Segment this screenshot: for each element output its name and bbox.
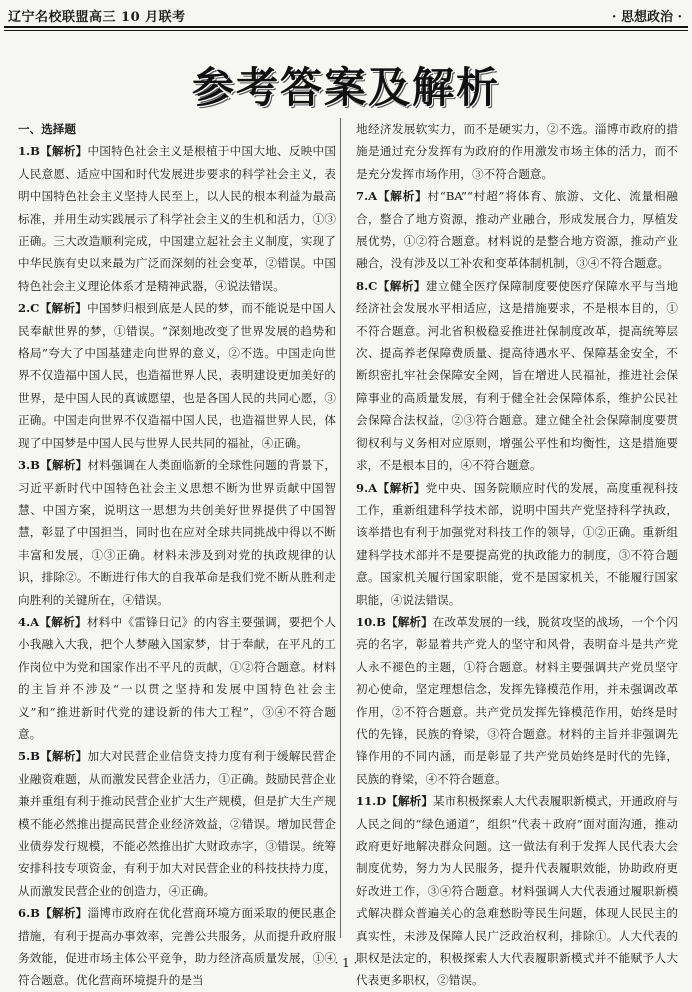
- analysis-text: 材料中《雷锋日记》的内容主要强调，要把个人小我融入大我，把个人梦融入国家梦，甘于奉献，在平凡的工作岗位中为党和国家作出不平凡的贡献，①②符合题意。材料的主旨并不涉及“一以贯之坚持和发展中国特色社会主义”和“推进新时代党的建设新的伟大工程”，③④不符合题意。: [18, 614, 336, 741]
- column-divider: [340, 118, 341, 938]
- answer-item: [356, 611, 678, 790]
- answer-number: 4.A: [18, 614, 40, 629]
- exam-name: 辽宁名校联盟高三 10 月联考: [8, 10, 186, 25]
- analysis-text: 某市积极探索人大代表履职新模式，开通政府与人民之间的“绿色通道”，组织“代表＋政府”面对面沟通，推动政府更好地解决群众问题。这一做法有利于发挥人民代表大会制度优势，努力为人民服务，提升代表履职效能，协助政府更好改进工作，③④符合题意。材料强调人大代表通过履职新模式解决群众普遍关心的急难愁盼等民生问题，体现人民民主的真实性，未涉及保障人民广泛政治权利，排除①。人大代表的职权是法定的，积极探索人大代表履职新模式并不能赋予人大代表更多职权，②错误。: [356, 794, 678, 988]
- answer-item: [18, 297, 336, 454]
- header-rule-thin: [4, 30, 688, 31]
- analysis-text: 建立健全医疗保障制度要使医疗保障水平与当地经济社会发展水平相适应，这是措施要求，不是根本目的，①不符合题意。河北省积极稳妥推进社保制度改革，提高统筹层次、提高养老保障费质量、提高待遇水平、保障基金安全，不断织密扎牢社会保障安全网，旨在增进人民福祉，推进社会保障事业的高质量发展，有利于健全社会保障体系，维护公民社会保障合法权益，②③符合题意。建立健全社会保障制度要贯彻权利与义务相对应原则，增强公平性和均衡性，这是措施要求，不是根本目的，④不符合题意。: [356, 278, 678, 473]
- analysis-tag: 【解析】: [39, 749, 88, 764]
- analysis-text: 地经济发展软实力，而不是硬实力，②不选。淄博市政府的措施是通过充分发挥有为政府的作用激发市场主体的活力，而不是充分发挥市场作用，③不符合题意。: [356, 122, 678, 181]
- section-heading: 一、选择题: [18, 122, 76, 136]
- analysis-text: 村“BA”“村超”将体育、旅游、文化、流量相融合，整合了地方资源，推动产业融合，形成发展合力，厚植发展优势，①②符合题意。材料说的是整合地方资源，推动产业融合，没有涉及以工补农和变革体制机制，③④不符合题意。: [356, 189, 678, 271]
- answer-number: 6.B: [18, 906, 40, 921]
- answer-number: 10.B: [356, 614, 386, 629]
- left-column: [18, 118, 336, 988]
- right-column: [356, 118, 678, 988]
- answer-item: [356, 477, 678, 611]
- subject-label: · 思想政治 ·: [611, 10, 682, 25]
- analysis-tag: 【解析】: [39, 301, 88, 316]
- answer-item: [18, 902, 336, 992]
- analysis-tag: 【解析】: [39, 906, 88, 921]
- analysis-tag: 【解析】: [385, 614, 433, 629]
- answer-number: 1.B: [18, 144, 40, 159]
- answer-number: 2.C: [18, 301, 40, 316]
- answer-item: [356, 118, 678, 185]
- header-rule: [4, 26, 688, 28]
- analysis-text: 在改革发展的一线，脱贫攻坚的战场，一个个闪亮的名字，彰显着共产党人的坚守和风骨，表明奋斗是共产党人永不褪色的主题，①符合题意。材料主要强调共产党员坚守初心使命，坚定理想信念，发挥先锋模范作用，并未强调改革作用，②不符合题意。共产党员发挥先锋模范作用，始终是时代的先锋，民族的脊梁，③符合题意。材料的主旨并非强调先锋作用的不同内涵，而是彰显了共产党员始终是时代的先锋，民族的脊梁，④不符合题意。: [356, 614, 678, 786]
- page-title: 参考答案及解析: [191, 63, 500, 112]
- analysis-text: 加大对民营企业信贷支持力度有利于缓解民营企业融资难题，从而激发民营企业活力，①正确。鼓励民营企业兼并重组有利于推动民营企业扩大生产规模，但是扩大生产规模不能必然推出提高民营企业经济效益，②错误。增加民营企业债券发行规模，不能必然推出扩大财政赤字，③错误。统筹安排科技专项资金，有利于加大对民营企业的科技扶持力度，从而激发民营企业的创造力，④正确。: [18, 749, 336, 898]
- analysis-tag: 【解析】: [377, 480, 426, 495]
- analysis-tag: 【解析】: [377, 189, 428, 204]
- answer-number: 5.B: [18, 749, 40, 764]
- answer-number: 7.A: [356, 189, 378, 204]
- analysis-text: 淄博市政府在优化营商环境方面采取的便民惠企措施，有利于提高办事效率，完善公共服务，从而提升政府服务效能，促进市场主体公平竞争，助力经济高质量发展，①④符合题意。优化营商环境提升的是当: [18, 906, 336, 988]
- answer-item: [18, 140, 336, 297]
- answer-item: [18, 611, 336, 745]
- analysis-tag: 【解析】: [39, 614, 87, 629]
- analysis-tag: 【解析】: [386, 794, 433, 809]
- answer-number: 3.B: [18, 458, 40, 473]
- answer-item: [356, 185, 678, 275]
- answer-item: [356, 275, 678, 477]
- analysis-text: 党中央、国务院顺应时代的发展，高度重视科技工作，重新组建科学技术部，说明中国共产党坚持科学执政，该举措也有利于加强党对科技工作的领导，①②正确。重新组建科学技术部并不是要提高党的执政能力的制度，③不符合题意。国家机关履行国家职能，党不是国家机关，不能履行国家职能，④说法错误。: [356, 480, 678, 607]
- page-number: · 1 ·: [334, 956, 358, 970]
- analysis-tag: 【解析】: [377, 278, 426, 293]
- analysis-text: 中国梦归根到底是人民的梦，而不能说是中国人民奉献世界的梦，①错误。“深刻地改变了世界发展的趋势和格局”夸大了中国基建走向世界的意义，②不选。中国走向世界不仅造福中国人民，也造福世界人民，表明建设更加美好的世界，是中国人民的真诚愿望，也是各国人民的共同心愿，③正确。中国走向世界不仅造福中国人民，也造福世界人民，体现了中国梦是中国人民与世界人民共同的福祉，④正确。: [18, 301, 336, 450]
- analysis-tag: 【解析】: [39, 458, 88, 473]
- answer-list-right: [356, 118, 678, 992]
- answer-list-left: [18, 140, 336, 991]
- analysis-text: 中国特色社会主义是根植于中国大地、反映中国人民意愿、适应中国和时代发展进步要求的科学社会主义，表明中国特色社会主义坚持人民至上，以人民的根本利益为最高标准，并用生动实践展示了科学社会主义的生机和活力，①③正确。三大改造顺利完成，中国建立起社会主义制度，实现了中华民族有史以来最为广泛而深刻的社会变革，②错误。中国特色社会主义理论体系才是精神武器，④说法错误。: [18, 144, 336, 293]
- analysis-text: 材料强调在人类面临新的全球性问题的背景下，习近平新时代中国特色社会主义思想不断为世界贡献中国智慧、中国方案，说明这一思想为共创美好世界提供了中国智慧，彰显了中国担当，同时也在应对全球共同挑战中得以不断丰富和发展，①③正确。材料未涉及到对党的执政规律的认识，排除②。不断进行伟大的自我革命是我们党不断从胜利走向胜利的关键所在，④错误。: [18, 458, 336, 607]
- answer-item: [18, 745, 336, 902]
- answer-number: 8.C: [356, 278, 378, 293]
- answer-number: 9.A: [356, 480, 378, 495]
- analysis-tag: 【解析】: [39, 144, 88, 159]
- answer-item: [18, 454, 336, 611]
- answer-number: 11.D: [356, 794, 387, 809]
